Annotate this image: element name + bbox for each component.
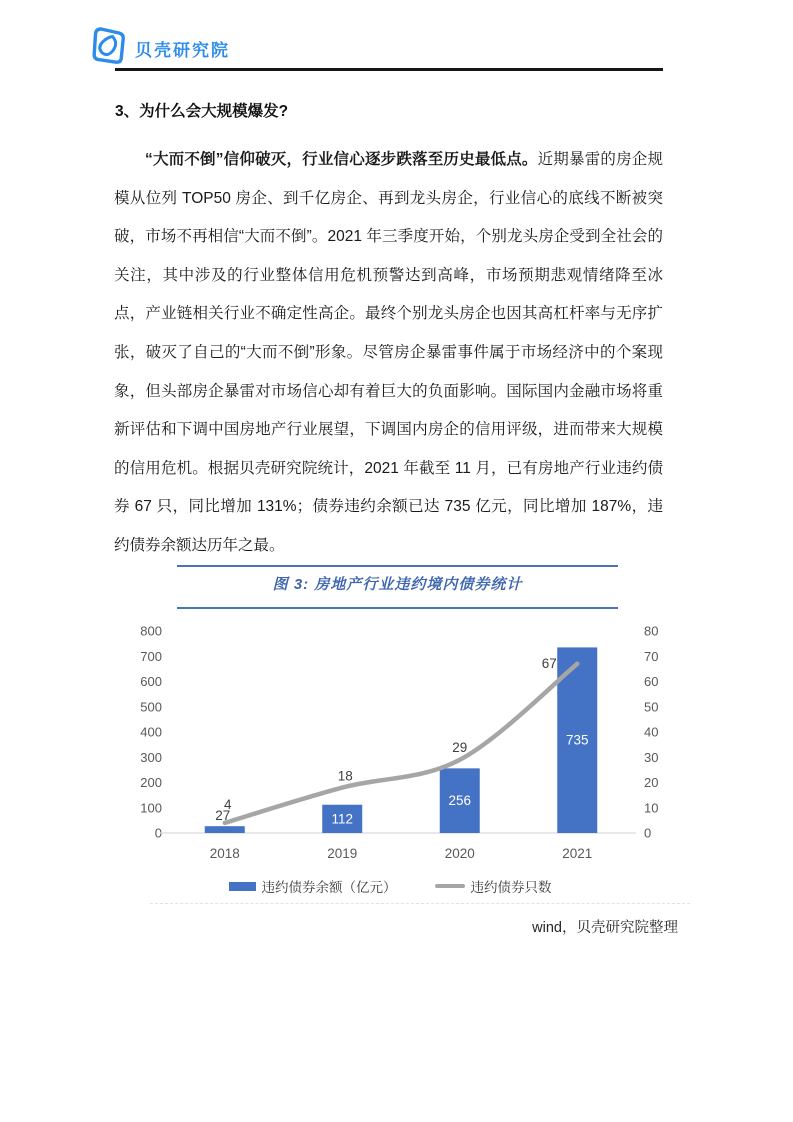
brand-logo bbox=[86, 24, 230, 68]
body-paragraph bbox=[114, 141, 663, 566]
legend-label-line: 违约债券只数 bbox=[470, 880, 552, 895]
left-axis-tick-label: 0 bbox=[154, 825, 162, 841]
bar-value-label: 256 bbox=[448, 793, 472, 809]
figure-divider-rule bbox=[177, 607, 618, 609]
left-axis-tick-label: 800 bbox=[140, 623, 162, 639]
x-axis-label: 2019 bbox=[327, 846, 358, 861]
figure-source: wind，贝壳研究院整理 bbox=[532, 920, 678, 936]
left-axis-tick-label: 300 bbox=[140, 749, 162, 765]
left-axis-tick-label: 200 bbox=[140, 775, 162, 790]
combo-chart bbox=[132, 618, 672, 870]
right-axis-tick-label: 80 bbox=[644, 623, 659, 639]
right-axis-tick-label: 10 bbox=[644, 800, 659, 816]
line-series-path bbox=[225, 664, 578, 823]
paragraph-lead: “大而不倒”信仰破灭，行业信心逐步跌落至历史最低点。 bbox=[145, 151, 538, 168]
legend-bar-swatch-icon bbox=[229, 882, 256, 891]
chart-svg bbox=[132, 618, 672, 870]
right-axis-tick-label: 0 bbox=[644, 825, 652, 841]
header-rule bbox=[115, 68, 663, 71]
left-axis-tick-label: 600 bbox=[140, 674, 162, 689]
left-axis-tick-label: 400 bbox=[140, 724, 162, 740]
left-axis-tick-label: 700 bbox=[140, 648, 162, 664]
right-axis-tick-label: 20 bbox=[644, 775, 659, 790]
right-axis-tick-label: 60 bbox=[644, 674, 659, 689]
bar-2018 bbox=[205, 826, 245, 833]
legend-item-bar bbox=[229, 876, 397, 896]
figure-top-rule bbox=[177, 565, 618, 567]
shell-logo-icon bbox=[86, 24, 128, 68]
left-axis-tick-label: 100 bbox=[140, 800, 162, 816]
brand-name: 贝壳研究院 bbox=[135, 40, 230, 60]
figure-title: 图 3: 房地产行业违约境内债券统计 bbox=[272, 576, 523, 593]
x-axis-label: 2020 bbox=[444, 846, 475, 861]
figure-bottom-rule bbox=[150, 903, 690, 904]
line-value-label: 67 bbox=[541, 655, 557, 671]
paragraph-body: 近期暴雷的房企规模从位列 TOP50 房企、到千亿房企、再到龙头房企，行业信心的底线不断被突破，市场不再相信“大而不倒”。2021 年三季度开始，个别龙头房企受到全社会的关注，其中涉及的行业整体信用危机预警达到高峰，市场预期悲观情绪降至冰点，产业链相关行业不确定性高企。最终个别龙头房企也因其高杠杆率与无序扩张，破灭了自己的“大而不倒”形象。尽管房企暴雷事件属于市场经济中的个案现象，但头部房企暴雷对市场信心却有着巨大的负面影响。国际国内金融市场将重新评估和下调中国房地产行业展望，下调国内房企的信用评级，进而带来大规模的信用危机。根据贝壳研究院统计，2021 年截至 11 月，已有房地产行业违约债券 67 只，同比增加 131%；债券违约余额已达 735 亿元，同比增加 187%，违约债券余额达历年之最。 bbox=[114, 151, 663, 554]
bar-value-label: 735 bbox=[565, 732, 589, 748]
right-axis-tick-label: 40 bbox=[644, 724, 659, 740]
right-axis-tick-label: 30 bbox=[644, 749, 659, 765]
line-value-label: 18 bbox=[337, 768, 353, 784]
line-value-label: 29 bbox=[452, 739, 468, 755]
bar-value-label: 112 bbox=[331, 811, 354, 827]
section-heading: 3、为什么会大规模爆发? bbox=[115, 103, 289, 120]
right-axis-tick-label: 70 bbox=[644, 648, 659, 664]
legend-label-bar: 违约债券余额（亿元） bbox=[261, 880, 397, 895]
right-axis-tick-label: 50 bbox=[644, 699, 659, 715]
left-axis-tick-label: 500 bbox=[140, 699, 162, 715]
bar-value-label: 27 bbox=[215, 808, 231, 824]
legend-item-line bbox=[435, 876, 552, 896]
line-value-label: 4 bbox=[223, 796, 232, 812]
chart-legend bbox=[132, 875, 648, 897]
x-axis-label: 2018 bbox=[209, 846, 240, 861]
x-axis-label: 2021 bbox=[562, 846, 593, 861]
legend-line-swatch-icon bbox=[435, 884, 465, 888]
